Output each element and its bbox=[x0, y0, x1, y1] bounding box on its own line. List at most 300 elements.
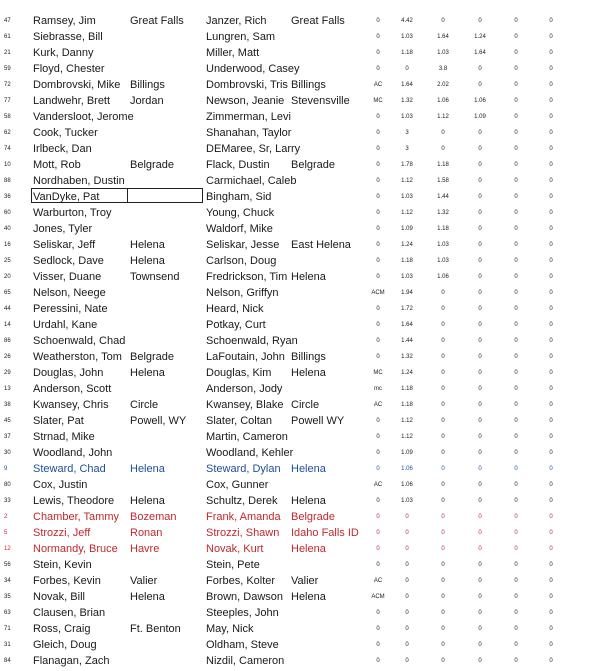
score3-cell[interactable]: 0 bbox=[478, 258, 482, 264]
partner2-town-cell[interactable]: Circle bbox=[291, 399, 320, 411]
score4-cell[interactable]: 0 bbox=[514, 82, 518, 88]
partner2-name-cell[interactable]: Janzer, Rich bbox=[206, 15, 267, 27]
score2-cell[interactable]: 2.02 bbox=[437, 82, 449, 88]
entry-number-cell[interactable]: 9 bbox=[4, 466, 8, 472]
score5-cell[interactable]: 0 bbox=[549, 546, 553, 552]
partner2-name-cell[interactable]: Shanahan, Taylor bbox=[206, 127, 292, 139]
partner2-name-cell[interactable]: Flack, Dustin bbox=[206, 159, 270, 171]
score2-cell[interactable]: 0 bbox=[441, 402, 445, 408]
partner2-name-cell[interactable]: Newson, Jeanie bbox=[206, 95, 285, 107]
score2-cell[interactable]: 1.03 bbox=[437, 50, 449, 56]
code-cell[interactable]: 0 bbox=[376, 18, 380, 24]
partner1-name-cell[interactable]: Gleich, Doug bbox=[33, 639, 97, 651]
score2-cell[interactable]: 0 bbox=[441, 562, 445, 568]
partner1-town-cell[interactable]: Belgrade bbox=[130, 159, 175, 171]
partner1-town-cell[interactable]: Townsend bbox=[130, 271, 180, 283]
score1-cell[interactable]: 1.12 bbox=[401, 418, 413, 424]
partner2-name-cell[interactable]: May, Nick bbox=[206, 623, 254, 635]
partner2-name-cell[interactable]: Lungren, Sam bbox=[206, 31, 276, 43]
partner2-name-cell[interactable]: LaFoutain, John bbox=[206, 351, 285, 363]
score4-cell[interactable]: 0 bbox=[514, 434, 518, 440]
partner2-name-cell[interactable]: Schoenwald, Ryan bbox=[206, 335, 298, 347]
score1-cell[interactable]: 1.03 bbox=[401, 274, 413, 280]
score1-cell[interactable]: 0 bbox=[405, 594, 409, 600]
code-cell[interactable]: 0 bbox=[376, 242, 380, 248]
entry-number-cell[interactable]: 88 bbox=[4, 178, 11, 184]
partner1-town-cell[interactable]: Havre bbox=[130, 543, 160, 555]
score5-cell[interactable]: 0 bbox=[549, 514, 553, 520]
score1-cell[interactable]: 1.09 bbox=[401, 450, 413, 456]
score2-cell[interactable]: 0 bbox=[441, 386, 445, 392]
score3-cell[interactable]: 0 bbox=[478, 274, 482, 280]
score4-cell[interactable]: 0 bbox=[514, 130, 518, 136]
score1-cell[interactable]: 1.03 bbox=[401, 194, 413, 200]
score1-cell[interactable]: 0 bbox=[405, 530, 409, 536]
score4-cell[interactable]: 0 bbox=[514, 658, 518, 664]
entry-number-cell[interactable]: 45 bbox=[4, 418, 11, 424]
score4-cell[interactable]: 0 bbox=[514, 114, 518, 120]
code-cell[interactable]: 0 bbox=[376, 226, 380, 232]
partner2-town-cell[interactable]: Valier bbox=[291, 575, 319, 587]
entry-number-cell[interactable]: 29 bbox=[4, 370, 11, 376]
score2-cell[interactable]: 1.44 bbox=[437, 194, 449, 200]
score4-cell[interactable]: 0 bbox=[514, 642, 518, 648]
partner2-name-cell[interactable]: Frank, Amanda bbox=[206, 511, 281, 523]
score4-cell[interactable]: 0 bbox=[514, 178, 518, 184]
code-cell[interactable]: AC bbox=[373, 402, 383, 408]
score5-cell[interactable]: 0 bbox=[549, 50, 553, 56]
partner1-town-cell[interactable]: Helena bbox=[130, 591, 165, 603]
score1-cell[interactable]: 0 bbox=[405, 626, 409, 632]
partner2-name-cell[interactable]: Fredrickson, Tim bbox=[206, 271, 288, 283]
score5-cell[interactable]: 0 bbox=[549, 594, 553, 600]
score2-cell[interactable]: 1.18 bbox=[437, 226, 449, 232]
score4-cell[interactable]: 0 bbox=[514, 18, 518, 24]
partner1-town-cell[interactable]: Great Falls bbox=[130, 15, 184, 27]
score4-cell[interactable]: 0 bbox=[514, 258, 518, 264]
entry-number-cell[interactable]: 13 bbox=[4, 386, 11, 392]
entry-number-cell[interactable]: 72 bbox=[4, 82, 11, 88]
score4-cell[interactable]: 0 bbox=[514, 450, 518, 456]
score3-cell[interactable]: 1.06 bbox=[474, 98, 486, 104]
code-cell[interactable]: 0 bbox=[376, 434, 380, 440]
score1-cell[interactable]: 1.12 bbox=[401, 434, 413, 440]
score3-cell[interactable]: 0 bbox=[478, 194, 482, 200]
code-cell[interactable]: 0 bbox=[376, 626, 380, 632]
score2-cell[interactable]: 3.8 bbox=[438, 66, 448, 72]
score5-cell[interactable]: 0 bbox=[549, 466, 553, 472]
partner1-name-cell[interactable]: Cook, Tucker bbox=[33, 127, 98, 139]
partner1-town-cell[interactable]: Helena bbox=[130, 463, 165, 475]
score2-cell[interactable]: 0 bbox=[441, 18, 445, 24]
partner2-name-cell[interactable]: Steward, Dylan bbox=[206, 463, 281, 475]
partner1-name-cell[interactable]: Floyd, Chester bbox=[33, 63, 105, 75]
score1-cell[interactable]: 1.09 bbox=[401, 226, 413, 232]
code-cell[interactable]: 0 bbox=[376, 450, 380, 456]
entry-number-cell[interactable]: 26 bbox=[4, 354, 11, 360]
score4-cell[interactable]: 0 bbox=[514, 226, 518, 232]
entry-number-cell[interactable]: 31 bbox=[4, 642, 11, 648]
partner2-town-cell[interactable]: Helena bbox=[291, 463, 326, 475]
score3-cell[interactable]: 1.64 bbox=[474, 50, 486, 56]
partner2-town-cell[interactable]: Helena bbox=[291, 591, 326, 603]
entry-number-cell[interactable]: 40 bbox=[4, 226, 11, 232]
score1-cell[interactable]: 1.06 bbox=[401, 466, 413, 472]
entry-number-cell[interactable]: 74 bbox=[4, 146, 11, 152]
partner2-name-cell[interactable]: Potkay, Curt bbox=[206, 319, 266, 331]
partner2-town-cell[interactable]: Helena bbox=[291, 495, 326, 507]
score1-cell[interactable]: 0 bbox=[405, 658, 409, 664]
partner2-name-cell[interactable]: Woodland, Kehler bbox=[206, 447, 294, 459]
score3-cell[interactable]: 0 bbox=[478, 498, 482, 504]
partner1-name-cell[interactable]: VanDyke, Pat bbox=[33, 191, 100, 203]
score1-cell[interactable]: 1.32 bbox=[401, 354, 413, 360]
score5-cell[interactable]: 0 bbox=[549, 290, 553, 296]
partner1-name-cell[interactable]: Sedlock, Dave bbox=[33, 255, 104, 267]
score1-cell[interactable]: 1.44 bbox=[401, 338, 413, 344]
partner2-name-cell[interactable]: Nizdil, Cameron bbox=[206, 655, 285, 667]
score3-cell[interactable]: 0 bbox=[478, 450, 482, 456]
score4-cell[interactable]: 0 bbox=[514, 354, 518, 360]
score2-cell[interactable]: 0 bbox=[441, 354, 445, 360]
score1-cell[interactable]: 0 bbox=[405, 562, 409, 568]
score3-cell[interactable]: 0 bbox=[478, 146, 482, 152]
partner2-name-cell[interactable]: Seliskar, Jesse bbox=[206, 239, 280, 251]
partner2-name-cell[interactable]: Steeples, John bbox=[206, 607, 279, 619]
score4-cell[interactable]: 0 bbox=[514, 242, 518, 248]
partner1-name-cell[interactable]: Nelson, Neege bbox=[33, 287, 106, 299]
score5-cell[interactable]: 0 bbox=[549, 482, 553, 488]
score5-cell[interactable]: 0 bbox=[549, 578, 553, 584]
entry-number-cell[interactable]: 58 bbox=[4, 114, 11, 120]
entry-number-cell[interactable]: 61 bbox=[4, 34, 11, 40]
score5-cell[interactable]: 0 bbox=[549, 274, 553, 280]
code-cell[interactable]: 0 bbox=[376, 50, 380, 56]
score5-cell[interactable]: 0 bbox=[549, 146, 553, 152]
score1-cell[interactable]: 0 bbox=[405, 610, 409, 616]
partner1-town-cell[interactable]: Helena bbox=[130, 495, 165, 507]
score4-cell[interactable]: 0 bbox=[514, 402, 518, 408]
score5-cell[interactable]: 0 bbox=[549, 114, 553, 120]
partner1-name-cell[interactable]: Flanagan, Zach bbox=[33, 655, 110, 667]
entry-number-cell[interactable]: 37 bbox=[4, 434, 11, 440]
score3-cell[interactable]: 0 bbox=[478, 402, 482, 408]
score1-cell[interactable]: 1.32 bbox=[401, 98, 413, 104]
entry-number-cell[interactable]: 65 bbox=[4, 290, 11, 296]
score1-cell[interactable]: 1.12 bbox=[401, 210, 413, 216]
score3-cell[interactable]: 0 bbox=[478, 66, 482, 72]
score2-cell[interactable]: 0 bbox=[441, 130, 445, 136]
score2-cell[interactable]: 0 bbox=[441, 450, 445, 456]
code-cell[interactable]: 0 bbox=[376, 546, 380, 552]
partner2-name-cell[interactable]: Kwansey, Blake bbox=[206, 399, 284, 411]
partner1-name-cell[interactable]: Anderson, Scott bbox=[33, 383, 112, 395]
score1-cell[interactable]: 3 bbox=[405, 130, 409, 136]
score5-cell[interactable]: 0 bbox=[549, 130, 553, 136]
score5-cell[interactable]: 0 bbox=[549, 610, 553, 616]
score4-cell[interactable]: 0 bbox=[514, 306, 518, 312]
code-cell[interactable]: 0 bbox=[376, 306, 380, 312]
score3-cell[interactable]: 0 bbox=[478, 82, 482, 88]
score2-cell[interactable]: 1.32 bbox=[437, 210, 449, 216]
score4-cell[interactable]: 0 bbox=[514, 482, 518, 488]
partner1-name-cell[interactable]: Peressini, Nate bbox=[33, 303, 108, 315]
code-cell[interactable]: 0 bbox=[376, 210, 380, 216]
partner1-name-cell[interactable]: Forbes, Kevin bbox=[33, 575, 101, 587]
score2-cell[interactable]: 0 bbox=[441, 418, 445, 424]
code-cell[interactable]: 0 bbox=[376, 466, 380, 472]
score1-cell[interactable]: 1.94 bbox=[401, 290, 413, 296]
score1-cell[interactable]: 1.64 bbox=[401, 82, 413, 88]
entry-number-cell[interactable]: 21 bbox=[4, 50, 11, 56]
entry-number-cell[interactable]: 35 bbox=[4, 594, 11, 600]
partner2-name-cell[interactable]: Zimmerman, Levi bbox=[206, 111, 291, 123]
score2-cell[interactable]: 1.06 bbox=[437, 274, 449, 280]
score5-cell[interactable]: 0 bbox=[549, 306, 553, 312]
score4-cell[interactable]: 0 bbox=[514, 274, 518, 280]
partner1-name-cell[interactable]: Ross, Craig bbox=[33, 623, 91, 635]
partner2-name-cell[interactable]: Novak, Kurt bbox=[206, 543, 264, 555]
code-cell[interactable]: 0 bbox=[376, 338, 380, 344]
partner1-name-cell[interactable]: Normandy, Bruce bbox=[33, 543, 118, 555]
score1-cell[interactable]: 1.06 bbox=[401, 482, 413, 488]
score3-cell[interactable]: 0 bbox=[478, 370, 482, 376]
partner1-name-cell[interactable]: Weatherston, Tom bbox=[33, 351, 122, 363]
partner1-name-cell[interactable]: Slater, Pat bbox=[33, 415, 84, 427]
entry-number-cell[interactable]: 14 bbox=[4, 322, 11, 328]
score3-cell[interactable]: 0 bbox=[478, 578, 482, 584]
partner1-name-cell[interactable]: Schoenwald, Chad bbox=[33, 335, 126, 347]
score2-cell[interactable]: 0 bbox=[441, 370, 445, 376]
code-cell[interactable]: 0 bbox=[376, 178, 380, 184]
score5-cell[interactable]: 0 bbox=[549, 18, 553, 24]
partner2-name-cell[interactable]: Waldorf, Mike bbox=[206, 223, 273, 235]
score5-cell[interactable]: 0 bbox=[549, 354, 553, 360]
entry-number-cell[interactable]: 59 bbox=[4, 66, 11, 72]
code-cell[interactable]: 0 bbox=[376, 322, 380, 328]
score5-cell[interactable]: 0 bbox=[549, 338, 553, 344]
code-cell[interactable]: AC bbox=[373, 482, 383, 488]
score4-cell[interactable]: 0 bbox=[514, 34, 518, 40]
score1-cell[interactable]: 1.18 bbox=[401, 402, 413, 408]
code-cell[interactable]: 0 bbox=[376, 146, 380, 152]
partner1-town-cell[interactable]: Helena bbox=[130, 255, 165, 267]
score1-cell[interactable]: 1.03 bbox=[401, 498, 413, 504]
score1-cell[interactable]: 0 bbox=[405, 66, 409, 72]
score2-cell[interactable]: 0 bbox=[441, 338, 445, 344]
code-cell[interactable]: 0 bbox=[376, 130, 380, 136]
partner2-name-cell[interactable]: Stein, Pete bbox=[206, 559, 260, 571]
score5-cell[interactable]: 0 bbox=[549, 194, 553, 200]
code-cell[interactable]: 0 bbox=[376, 162, 380, 168]
partner1-town-cell[interactable]: Helena bbox=[130, 367, 165, 379]
score1-cell[interactable]: 1.03 bbox=[401, 34, 413, 40]
code-cell[interactable]: 0 bbox=[376, 642, 380, 648]
partner1-name-cell[interactable]: Stein, Kevin bbox=[33, 559, 92, 571]
score4-cell[interactable]: 0 bbox=[514, 194, 518, 200]
score3-cell[interactable]: 0 bbox=[478, 354, 482, 360]
score3-cell[interactable]: 0 bbox=[478, 418, 482, 424]
score2-cell[interactable]: 0 bbox=[441, 578, 445, 584]
score3-cell[interactable]: 0 bbox=[478, 594, 482, 600]
score3-cell[interactable]: 0 bbox=[478, 466, 482, 472]
score2-cell[interactable]: 1.12 bbox=[437, 114, 449, 120]
partner2-name-cell[interactable]: Bingham, Sid bbox=[206, 191, 272, 203]
entry-number-cell[interactable]: 62 bbox=[4, 130, 11, 136]
entry-number-cell[interactable]: 20 bbox=[4, 274, 11, 280]
partner1-name-cell[interactable]: Jones, Tyler bbox=[33, 223, 93, 235]
partner1-name-cell[interactable]: Mott, Rob bbox=[33, 159, 81, 171]
score2-cell[interactable]: 0 bbox=[441, 466, 445, 472]
partner2-town-cell[interactable]: Idaho Falls ID bbox=[291, 527, 359, 539]
score3-cell[interactable]: 0 bbox=[478, 434, 482, 440]
score1-cell[interactable]: 0 bbox=[405, 546, 409, 552]
score5-cell[interactable]: 0 bbox=[549, 418, 553, 424]
score1-cell[interactable]: 3 bbox=[405, 146, 409, 152]
code-cell[interactable]: 0 bbox=[376, 258, 380, 264]
score3-cell[interactable]: 0 bbox=[478, 386, 482, 392]
entry-number-cell[interactable]: 5 bbox=[4, 530, 8, 536]
entry-number-cell[interactable]: 10 bbox=[4, 162, 11, 168]
score3-cell[interactable]: 0 bbox=[478, 18, 482, 24]
partner2-town-cell[interactable]: Belgrade bbox=[291, 159, 336, 171]
score4-cell[interactable]: 0 bbox=[514, 626, 518, 632]
entry-number-cell[interactable]: 34 bbox=[4, 578, 11, 584]
partner2-name-cell[interactable]: Anderson, Jody bbox=[206, 383, 283, 395]
score3-cell[interactable]: 0 bbox=[478, 658, 482, 664]
score5-cell[interactable]: 0 bbox=[549, 530, 553, 536]
score3-cell[interactable]: 0 bbox=[478, 482, 482, 488]
entry-number-cell[interactable]: 30 bbox=[4, 450, 11, 456]
partner2-name-cell[interactable]: Dombrovski, Tris bbox=[206, 79, 288, 91]
partner1-town-cell[interactable]: Bozeman bbox=[130, 511, 177, 523]
partner2-town-cell[interactable]: Helena bbox=[291, 367, 326, 379]
partner1-name-cell[interactable]: Lewis, Theodore bbox=[33, 495, 115, 507]
partner1-town-cell[interactable]: Jordan bbox=[130, 95, 164, 107]
score4-cell[interactable]: 0 bbox=[514, 418, 518, 424]
score4-cell[interactable]: 0 bbox=[514, 386, 518, 392]
score5-cell[interactable]: 0 bbox=[549, 98, 553, 104]
score5-cell[interactable]: 0 bbox=[549, 34, 553, 40]
score2-cell[interactable]: 1.03 bbox=[437, 258, 449, 264]
score3-cell[interactable]: 0 bbox=[478, 242, 482, 248]
partner1-name-cell[interactable]: Clausen, Brian bbox=[33, 607, 106, 619]
score3-cell[interactable]: 0 bbox=[478, 226, 482, 232]
partner2-town-cell[interactable]: Helena bbox=[291, 543, 326, 555]
code-cell[interactable]: 0 bbox=[376, 562, 380, 568]
code-cell[interactable]: MC bbox=[373, 370, 383, 376]
score2-cell[interactable]: 0 bbox=[441, 530, 445, 536]
partner2-name-cell[interactable]: DEMaree, Sr, Larry bbox=[206, 143, 301, 155]
score4-cell[interactable]: 0 bbox=[514, 210, 518, 216]
score2-cell[interactable]: 0 bbox=[441, 434, 445, 440]
partner1-town-cell[interactable]: Powell, WY bbox=[130, 415, 187, 427]
score4-cell[interactable]: 0 bbox=[514, 594, 518, 600]
score2-cell[interactable]: 0 bbox=[441, 146, 445, 152]
partner1-name-cell[interactable]: Novak, Bill bbox=[33, 591, 85, 603]
score3-cell[interactable]: 0 bbox=[478, 130, 482, 136]
score2-cell[interactable]: 0 bbox=[441, 498, 445, 504]
score3-cell[interactable]: 0 bbox=[478, 338, 482, 344]
score4-cell[interactable]: 0 bbox=[514, 530, 518, 536]
entry-number-cell[interactable]: 84 bbox=[4, 658, 11, 664]
score1-cell[interactable]: 1.72 bbox=[401, 306, 413, 312]
score5-cell[interactable]: 0 bbox=[549, 434, 553, 440]
score5-cell[interactable]: 0 bbox=[549, 562, 553, 568]
score3-cell[interactable]: 0 bbox=[478, 642, 482, 648]
partner2-name-cell[interactable]: Heard, Nick bbox=[206, 303, 264, 315]
partner1-name-cell[interactable]: Douglas, John bbox=[33, 367, 104, 379]
score2-cell[interactable]: 0 bbox=[441, 514, 445, 520]
score3-cell[interactable]: 0 bbox=[478, 322, 482, 328]
partner2-name-cell[interactable]: Douglas, Kim bbox=[206, 367, 272, 379]
score4-cell[interactable]: 0 bbox=[514, 146, 518, 152]
score4-cell[interactable]: 0 bbox=[514, 98, 518, 104]
score4-cell[interactable]: 0 bbox=[514, 514, 518, 520]
score1-cell[interactable]: 1.12 bbox=[401, 178, 413, 184]
score2-cell[interactable]: 0 bbox=[441, 610, 445, 616]
score4-cell[interactable]: 0 bbox=[514, 370, 518, 376]
partner2-name-cell[interactable]: Cox, Gunner bbox=[206, 479, 269, 491]
code-cell[interactable]: ACM bbox=[371, 594, 385, 600]
partner1-name-cell[interactable]: Dombrovski, Mike bbox=[33, 79, 121, 91]
score3-cell[interactable]: 0 bbox=[478, 562, 482, 568]
score5-cell[interactable]: 0 bbox=[549, 322, 553, 328]
score5-cell[interactable]: 0 bbox=[549, 402, 553, 408]
score4-cell[interactable]: 0 bbox=[514, 50, 518, 56]
score5-cell[interactable]: 0 bbox=[549, 178, 553, 184]
partner1-name-cell[interactable]: Nordhaben, Dustin bbox=[33, 175, 125, 187]
entry-number-cell[interactable]: 71 bbox=[4, 626, 11, 632]
score4-cell[interactable]: 0 bbox=[514, 338, 518, 344]
score1-cell[interactable]: 1.18 bbox=[401, 386, 413, 392]
score5-cell[interactable]: 0 bbox=[549, 242, 553, 248]
partner2-name-cell[interactable]: Oldham, Steve bbox=[206, 639, 279, 651]
score3-cell[interactable]: 0 bbox=[478, 626, 482, 632]
partner2-name-cell[interactable]: Carmichael, Caleb bbox=[206, 175, 297, 187]
code-cell[interactable]: 0 bbox=[376, 658, 380, 664]
code-cell[interactable]: 0 bbox=[376, 354, 380, 360]
code-cell[interactable]: 0 bbox=[376, 66, 380, 72]
score5-cell[interactable]: 0 bbox=[549, 162, 553, 168]
score5-cell[interactable]: 0 bbox=[549, 210, 553, 216]
entry-number-cell[interactable]: 38 bbox=[4, 402, 11, 408]
entry-number-cell[interactable]: 56 bbox=[4, 562, 11, 568]
score4-cell[interactable]: 0 bbox=[514, 498, 518, 504]
entry-number-cell[interactable]: 86 bbox=[4, 338, 11, 344]
partner1-town-cell[interactable]: Circle bbox=[130, 399, 159, 411]
score5-cell[interactable]: 0 bbox=[549, 642, 553, 648]
score1-cell[interactable]: 0 bbox=[405, 578, 409, 584]
score1-cell[interactable]: 0 bbox=[405, 514, 409, 520]
score4-cell[interactable]: 0 bbox=[514, 562, 518, 568]
partner2-town-cell[interactable]: Great Falls bbox=[291, 15, 345, 27]
score4-cell[interactable]: 0 bbox=[514, 290, 518, 296]
score3-cell[interactable]: 0 bbox=[478, 162, 482, 168]
score4-cell[interactable]: 0 bbox=[514, 66, 518, 72]
score1-cell[interactable]: 1.64 bbox=[401, 322, 413, 328]
code-cell[interactable]: AC bbox=[373, 578, 383, 584]
partner1-name-cell[interactable]: Woodland, John bbox=[33, 447, 113, 459]
partner1-name-cell[interactable]: Visser, Duane bbox=[33, 271, 102, 283]
partner1-name-cell[interactable]: Kurk, Danny bbox=[33, 47, 94, 59]
code-cell[interactable]: 0 bbox=[376, 274, 380, 280]
code-cell[interactable]: 0 bbox=[376, 194, 380, 200]
partner1-name-cell[interactable]: Irlbeck, Dan bbox=[33, 143, 92, 155]
partner2-town-cell[interactable]: Billings bbox=[291, 351, 326, 363]
score5-cell[interactable]: 0 bbox=[549, 370, 553, 376]
entry-number-cell[interactable]: 44 bbox=[4, 306, 11, 312]
